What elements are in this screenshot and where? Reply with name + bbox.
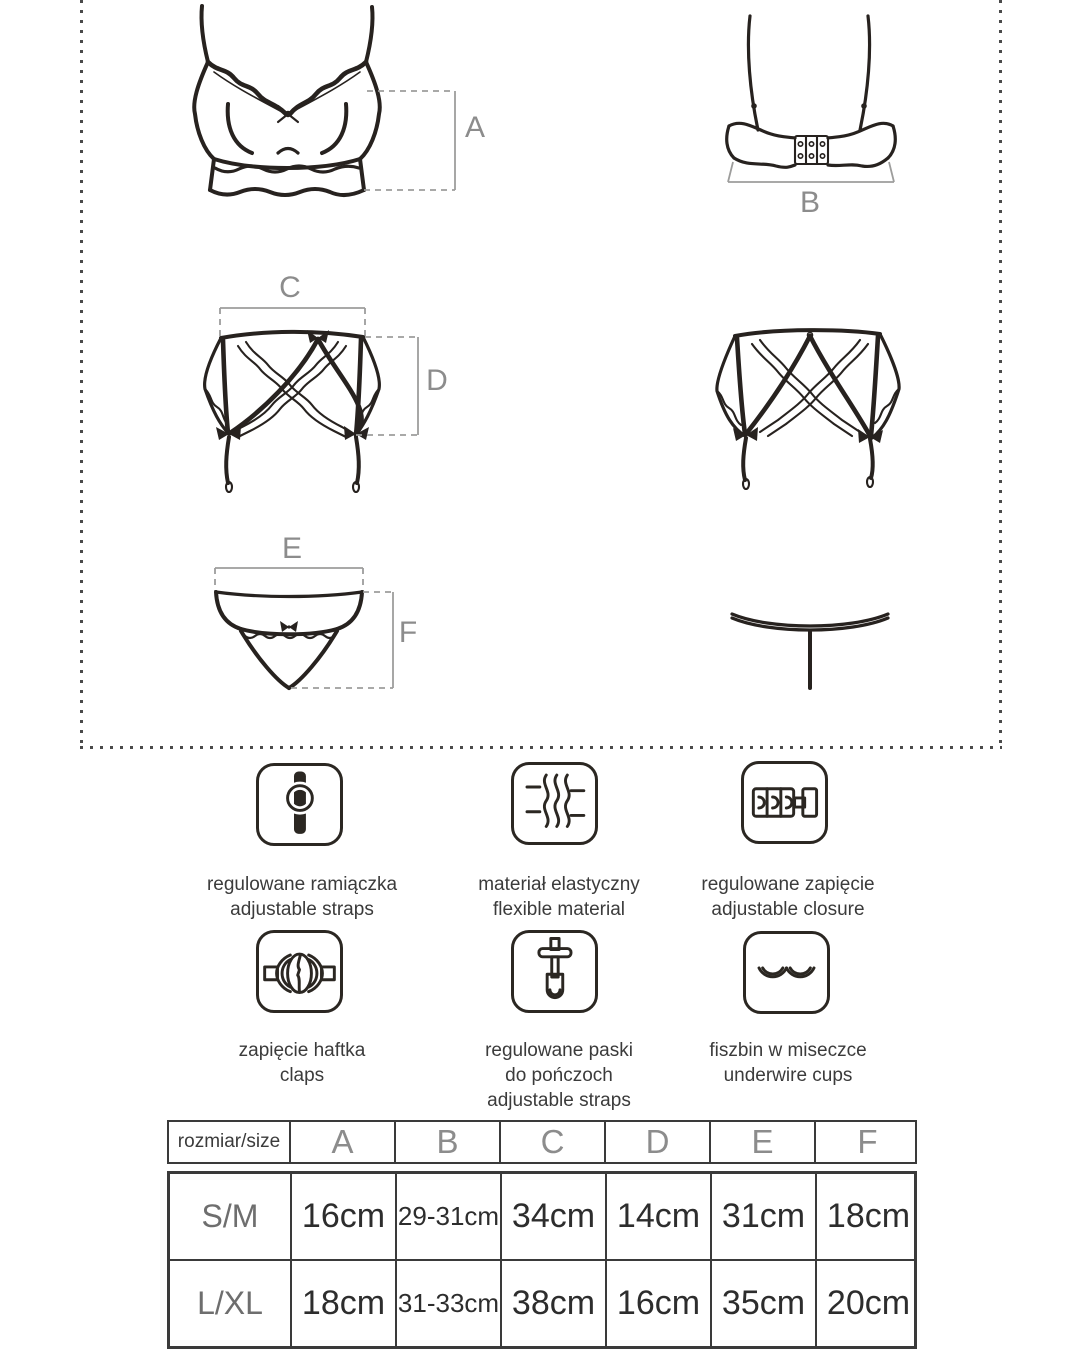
underwire-cups-icon <box>743 931 830 1014</box>
feature-label-claps <box>160 1038 444 1088</box>
feature-label-adjustable-straps <box>160 872 444 922</box>
dotted-frame-right <box>999 0 1002 748</box>
dotted-frame-left <box>80 0 83 748</box>
size-value-a: 16cm <box>290 1174 395 1259</box>
measure-label-b: B <box>799 186 820 219</box>
size-value-a: 18cm <box>290 1261 395 1346</box>
size-value-b: 31-33cm <box>395 1261 500 1346</box>
size-value-c: 34cm <box>500 1174 605 1259</box>
size-table-col-e: E <box>709 1122 814 1162</box>
measure-e-bracket <box>215 568 363 591</box>
measure-a-bracket <box>364 91 455 190</box>
garter-clip-icon <box>511 930 598 1013</box>
size-table-header-row <box>167 1120 917 1164</box>
hook-eye-closure-icon <box>741 761 828 844</box>
size-table-col-c: C <box>499 1122 604 1162</box>
size-value-e: 31cm <box>710 1174 815 1259</box>
size-table-row-sm <box>170 1174 914 1259</box>
feature-label-line: claps <box>279 1065 325 1087</box>
measure-label-c: C <box>279 271 301 304</box>
feature-label-line: flexible material <box>493 899 625 921</box>
flexible-material-icon <box>511 762 598 845</box>
size-table <box>167 1120 917 1349</box>
size-value-f: 20cm <box>815 1261 920 1346</box>
thong-back-drawing <box>715 600 905 700</box>
feature-label-line: regulowane zapięcie <box>701 874 875 895</box>
front-clasp-icon <box>256 930 343 1013</box>
size-row-label: S/M <box>201 1198 259 1234</box>
size-value-f: 18cm <box>815 1174 920 1259</box>
feature-label-line: adjustable closure <box>711 899 865 921</box>
size-value-b: 29-31cm <box>395 1174 500 1259</box>
size-table-col-b: B <box>394 1122 499 1162</box>
garter-back-drawing <box>700 320 970 505</box>
feature-label-line: adjustable straps <box>487 1090 631 1112</box>
size-value-c: 38cm <box>500 1261 605 1346</box>
measure-label-e: E <box>281 532 302 565</box>
feature-label-line: adjustable straps <box>230 899 374 921</box>
size-table-row-lxl <box>170 1259 914 1346</box>
size-value-e: 35cm <box>710 1261 815 1346</box>
feature-label-line: materiał elastyczny <box>478 874 640 895</box>
measure-label-d: D <box>426 364 448 397</box>
feature-label-line: do pończoch <box>505 1065 613 1087</box>
feature-label-line: zapięcie haftka <box>238 1040 366 1061</box>
size-table-corner-label: rozmiar/size <box>177 1131 281 1152</box>
adjustable-strap-slider-icon <box>256 763 343 846</box>
size-value-d: 14cm <box>605 1174 710 1259</box>
size-table-col-f: F <box>814 1122 919 1162</box>
size-value-d: 16cm <box>605 1261 710 1346</box>
measure-label-f: F <box>398 616 418 649</box>
size-table-body <box>167 1171 917 1349</box>
feature-label-line: regulowane paski <box>485 1040 633 1061</box>
size-table-col-d: D <box>604 1122 709 1162</box>
feature-label-underwire-cups <box>646 1038 930 1088</box>
size-row-label: L/XL <box>197 1285 263 1321</box>
feature-label-line: underwire cups <box>723 1065 853 1087</box>
dotted-frame-bottom <box>80 746 1002 749</box>
measure-label-a: A <box>464 111 485 144</box>
feature-label-line: regulowane ramiączka <box>206 874 398 895</box>
size-table-col-a: A <box>289 1122 394 1162</box>
feature-label-adjustable-closure <box>646 872 930 922</box>
bra-front-drawing <box>160 0 480 212</box>
feature-label-line: fiszbin w miseczce <box>709 1040 867 1061</box>
